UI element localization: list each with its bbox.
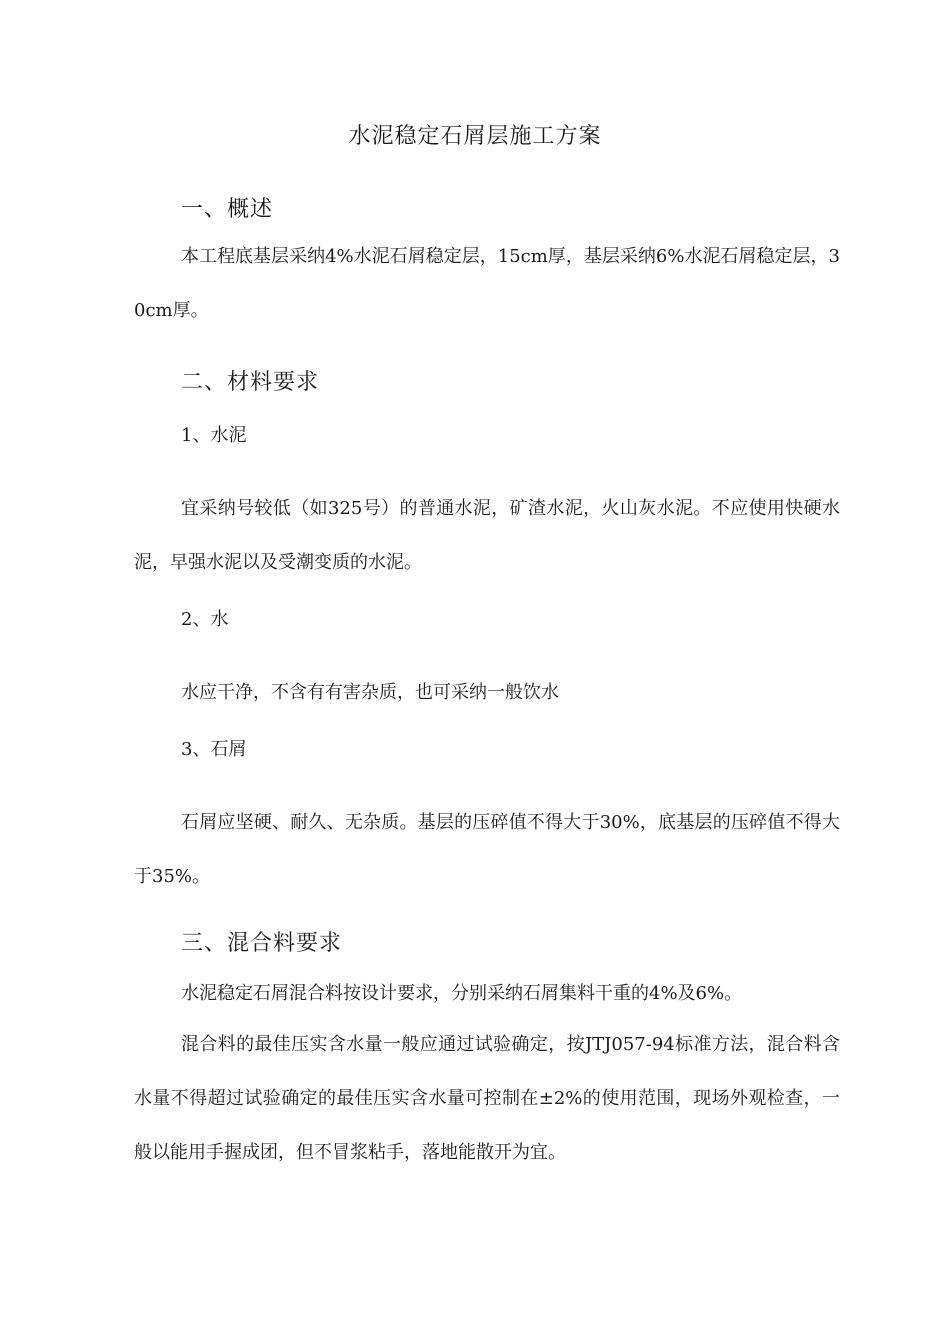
overview-paragraph: 本工程底基层采纳4%水泥石屑稳定层，15cm厚，基层采纳6%水泥石屑稳定层，30cm厚。 <box>134 246 840 321</box>
section-heading-overview: 一、概述 <box>181 197 274 222</box>
material-item-cement-text: 宜采纳号较低（如325号）的普通水泥，矿渣水泥，火山灰水泥。不应使用快硬水泥，早强水泥以及受潮变质的水泥。 <box>134 498 840 573</box>
material-item-stone-chips-text: 石屑应坚硬、耐久、无杂质。基层的压碎值不得大于30%，底基层的压碎值不得大于35%。 <box>134 812 840 887</box>
material-item-cement-label: 1、水泥 <box>181 425 247 446</box>
material-item-water-text: 水应干净，不含有有害杂质，也可采纳一般饮水 <box>181 682 559 703</box>
material-item-stone-chips-label: 3、石屑 <box>181 739 247 760</box>
mixture-paragraph-ratio: 水泥稳定石屑混合料按设计要求，分别采纳石屑集料干重的4%及6%。 <box>181 983 743 1004</box>
mixture-paragraph-moisture: 混合料的最佳压实含水量一般应通过试验确定，按JTJ057-94标准方法，混合料含水量不得超过试验确定的最佳压实含水量可控制在±2%的使用范围，现场外观检查，一般以能用手握成团，但不冒浆粘手，落地能散开为宜。 <box>134 1034 840 1163</box>
section-heading-mixture: 三、混合料要求 <box>181 931 343 956</box>
material-item-water-label: 2、水 <box>181 609 229 630</box>
document-title: 水泥稳定石屑层施工方案 <box>348 124 602 149</box>
section-heading-materials: 二、材料要求 <box>181 370 320 395</box>
